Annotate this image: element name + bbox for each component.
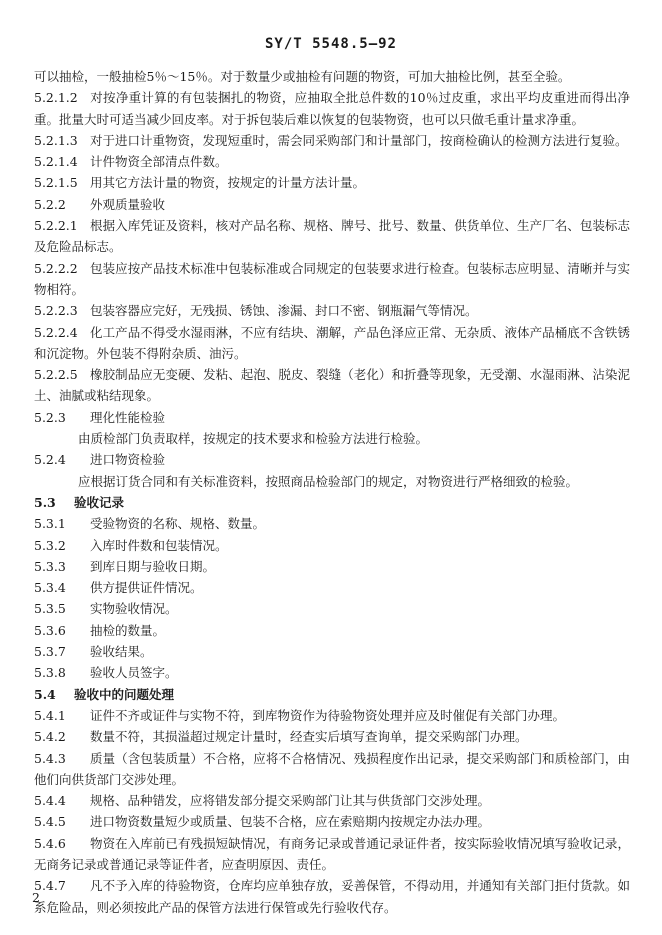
clause-number: 5.4.2: [34, 729, 66, 745]
clause-text: 用其它方法计量的物资，按规定的计量方法计量。: [90, 175, 366, 191]
clause-text: 质量（含包装质量）不合格，应将不合格情况、残损程度作出记录，提交采购部门和质检部门，由他们向供货部门交涉处理。: [34, 750, 630, 787]
clause-text: 抽检的数量。: [90, 622, 166, 638]
clause-text: 证件不齐或证件与实物不符，到库物资作为待验物资处理并应及时催促有关部门办理。: [90, 707, 566, 723]
clause-text: 到库日期与验收日期。: [90, 558, 216, 574]
clause-text: 外观质量验收: [90, 196, 166, 212]
clause-text: 物资在入库前已有残损短缺情况，有商务记录或普通记录证件者，按实际验收情况填写验收记录，无商务记录或普通记录等证件者，应查明原因、责任。: [34, 835, 630, 872]
clause-text: 对按净重计算的有包装捆扎的物资，应抽取全批总件数的10％过皮重，求出平均皮重进而得出净重。批量大时可适当减少回皮率。对于拆包装后难以恢复的包装物资，也可以只做毛重计量求净重。: [34, 90, 630, 127]
clause-number: 5.2.2.3: [34, 303, 78, 319]
clause-text: 根据入库凭证及资料，核对产品名称、规格、牌号、批号、数量、供货单位、生产厂名、包装标志及危险品标志。: [34, 218, 630, 255]
clause-text: 验收记录: [74, 494, 125, 510]
clause-number: 5.2.2.5: [34, 367, 78, 383]
paragraph: [34, 535, 630, 556]
clause-text: 实物验收情况。: [90, 601, 178, 617]
clause-number: 5.3.2: [34, 537, 66, 553]
clause-number: 5.2.1.3: [34, 132, 78, 148]
clause-number: 5.4.4: [34, 793, 66, 809]
clause-text: 应根据订货合同和有关标准资料，按照商品检验部门的规定，对物资进行严格细致的检验。: [78, 473, 579, 489]
clause-text: 进口物资检验: [90, 452, 166, 468]
paragraph: [34, 322, 630, 365]
document-body: [34, 66, 630, 918]
paragraph: [34, 875, 630, 918]
paragraph: [34, 811, 630, 832]
clause-text: 可以抽检，一般抽检5％～15％。对于数量少或抽检有问题的物资，可加大抽检比例，甚至全验。: [34, 69, 571, 84]
paragraph: [34, 833, 630, 876]
clause-number: 5.3: [34, 494, 56, 510]
paragraph: [34, 790, 630, 811]
clause-number: 5.2.1.4: [34, 154, 78, 170]
paragraph: [34, 172, 630, 193]
clause-number: 5.4.6: [34, 835, 66, 851]
paragraph: [34, 258, 630, 301]
paragraph: [34, 641, 630, 662]
paragraph: [34, 151, 630, 172]
clause-text: 包装应按产品技术标准中包装标准或合同规定的包装要求进行检查。包装标志应明显、清晰并与实物相符。: [34, 260, 630, 297]
clause-text: 对于进口计重物资，发现短重时，需会同采购部门和计量部门，按商检确认的检测方法进行复验。: [90, 132, 628, 148]
page-number: 2: [32, 890, 40, 905]
clause-number: 5.4: [34, 686, 56, 702]
clause-number: 5.2.2.1: [34, 218, 78, 234]
clause-number: 5.3.8: [34, 665, 66, 681]
paragraph: [34, 492, 630, 513]
clause-number: 5.2.1.2: [34, 90, 78, 106]
paragraph: [34, 194, 630, 215]
clause-number: 5.4.7: [34, 878, 66, 894]
clause-number: 5.2.1.5: [34, 175, 78, 191]
clause-number: 5.3.4: [34, 580, 66, 596]
clause-text: 进口物资数量短少或质量、包装不合格，应在索赔期内按规定办法办理。: [90, 814, 491, 830]
clause-text: 凡不予入库的待验物资，仓库均应单独存放，妥善保管，不得动用，并通知有关部门拒付货款。如系危险品，则必须按此产品的保管方法进行保管或先行验收代存。: [34, 878, 630, 915]
paragraph: [34, 620, 630, 641]
clause-number: 5.2.2: [34, 196, 66, 212]
paragraph: [34, 684, 630, 705]
clause-text: 化工产品不得受水湿雨淋，不应有结块、潮解，产品色泽应正常、无杂质、液体产品桶底不含铁锈和沉淀物。外包装不得附杂质、油污。: [34, 324, 630, 361]
clause-text: 供方提供证件情况。: [90, 580, 203, 596]
clause-number: 5.3.7: [34, 644, 66, 660]
clause-text: 验收人员签字。: [90, 665, 178, 681]
clause-text: 包装容器应完好，无残损、锈蚀、渗漏、封口不密、钢瓶漏气等情况。: [90, 303, 478, 319]
clause-number: 5.4.1: [34, 707, 66, 723]
clause-number: 5.2.3: [34, 409, 66, 425]
clause-text: 数量不符，其损溢超过规定计量时，经查实后填写查询单，提交采购部门办理。: [90, 729, 528, 745]
paragraph: [34, 662, 630, 683]
paragraph: [34, 726, 630, 747]
paragraph: [34, 577, 630, 598]
clause-number: 5.4.3: [34, 750, 66, 766]
paragraph: [34, 471, 630, 492]
clause-number: 5.2.2.2: [34, 260, 78, 276]
paragraph: [34, 598, 630, 619]
clause-text: 验收中的问题处理: [74, 686, 175, 702]
paragraph: [34, 449, 630, 470]
paragraph: [34, 215, 630, 258]
clause-number: 5.3.6: [34, 622, 66, 638]
paragraph: [34, 87, 630, 130]
paragraph: [34, 748, 630, 791]
clause-text: 入库时件数和包装情况。: [90, 537, 228, 553]
clause-text: 受验物资的名称、规格、数量。: [90, 516, 266, 532]
standard-code-header: SY/T 5548.5—92: [264, 36, 397, 52]
paragraph: [34, 556, 630, 577]
clause-text: 橡胶制品应无变硬、发粘、起泡、脱皮、裂缝（老化）和折叠等现象，无受潮、水湿雨淋、沾染泥土、油腻或粘结现象。: [34, 367, 630, 404]
clause-number: 5.3.5: [34, 601, 66, 617]
paragraph: [34, 364, 630, 407]
paragraph: [34, 705, 630, 726]
paragraph: [34, 407, 630, 428]
paragraph: [34, 428, 630, 449]
clause-text: 计件物资全部清点件数。: [90, 154, 228, 170]
paragraph: [34, 66, 630, 87]
clause-text: 由质检部门负责取样，按规定的技术要求和检验方法进行检验。: [78, 431, 429, 447]
clause-text: 规格、品种错发，应将错发部分提交采购部门让其与供货部门交涉处理。: [90, 793, 491, 809]
paragraph: [34, 130, 630, 151]
clause-number: 5.3.1: [34, 516, 66, 532]
clause-number: 5.2.2.4: [34, 324, 78, 340]
clause-text: 理化性能检验: [90, 409, 166, 425]
clause-number: 5.2.4: [34, 452, 66, 468]
clause-text: 验收结果。: [90, 644, 153, 660]
clause-number: 5.3.3: [34, 558, 66, 574]
paragraph: [34, 513, 630, 534]
clause-number: 5.4.5: [34, 814, 66, 830]
paragraph: [34, 300, 630, 321]
